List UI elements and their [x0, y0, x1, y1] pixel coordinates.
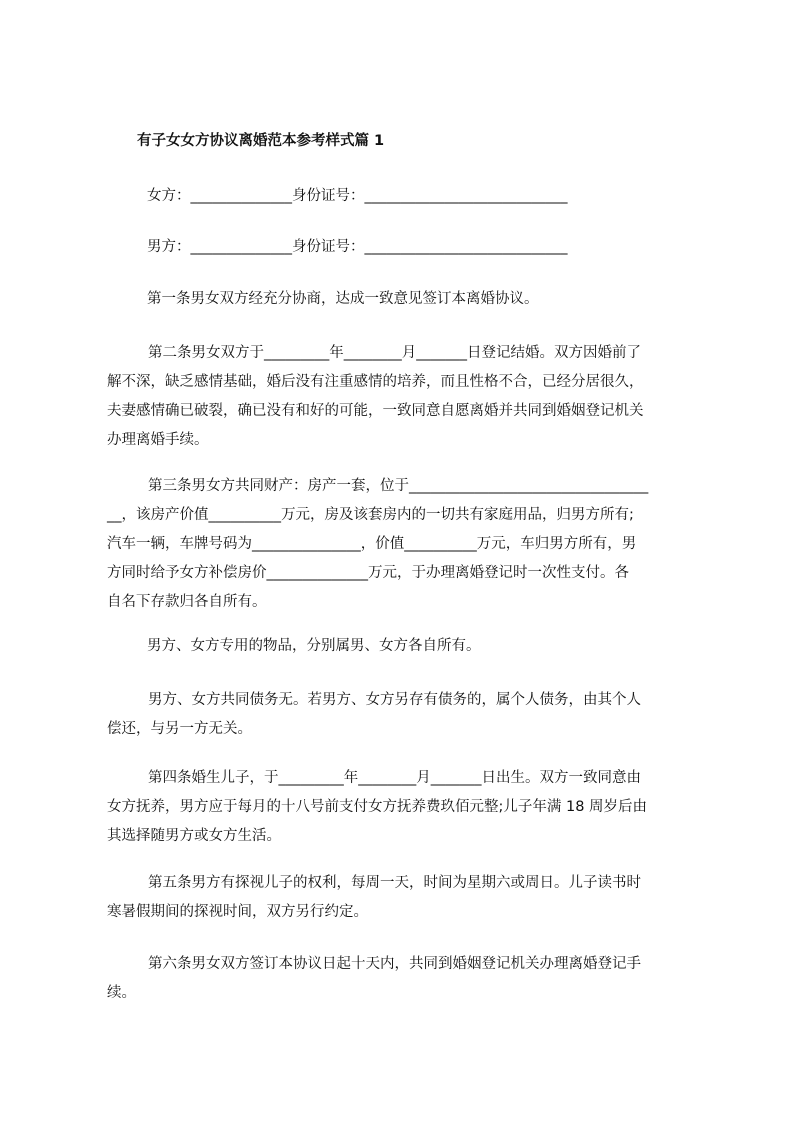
article-4-line-1 [107, 764, 703, 793]
article-6-line-1-text: 第六条男女双方签订本协议日起十天内，共同到婚姻登记机关办理离婚登记手 [148, 956, 641, 972]
article-2-line-1 [107, 339, 703, 368]
article-2-line-4: 办理离婚手续。 [107, 432, 209, 448]
debts-line-1-text: 男方、女方共同债务无。若男方、女方另存有债务的，属个人债务，由其个人 [148, 692, 641, 708]
article-3-line-1 [107, 472, 703, 501]
article-3-line-1-text: 第三条男女方共同财产：房产一套，位于_________________________________ [148, 478, 649, 494]
personal-items-paragraph [107, 632, 703, 661]
article-2-line-3: 夫妻感情确已破裂，确已没有和好的可能，一致同意自愿离婚并共同到婚姻登记机关 [107, 403, 644, 419]
article-3-line-2: __，该房产价值__________万元，房及该套房内的一切共有家庭用品，归男方所有; [107, 507, 634, 523]
article-3-line-5: 自名下存款归各自所有。 [107, 594, 267, 610]
article-5-line-2: 寒暑假期间的探视时间，双方另行约定。 [107, 904, 368, 920]
article-5-paragraph [107, 869, 703, 927]
article-2-line-1-text: 第二条男女双方于_________年________月_______日登记结婚。双方因婚前了 [148, 345, 641, 361]
article-5-line-1-text: 第五条男方有探视儿子的权利，每周一天，时间为星期六或周日。儿子读书时 [148, 875, 641, 891]
article-2-line-2: 解不深，缺乏感情基础，婚后没有注重感情的培养，而且性格不合，已经分居很久， [107, 374, 644, 390]
article-1-paragraph [107, 285, 703, 314]
article-4-line-2: 女方抚养，男方应于每月的十八号前支付女方抚养费玖佰元整;儿子年满 18 周岁后由 [107, 799, 648, 815]
article-6-line-1 [107, 950, 703, 979]
wife-id-text: 女方：______________身份证号：____________________________ [147, 188, 568, 204]
debts-line-2: 偿还，与另一方无关。 [107, 721, 252, 737]
article-4-line-1-text: 第四条婚生儿子，于_________年________月_______日出生。双方一致同意由 [148, 770, 641, 786]
article-3-paragraph [107, 472, 703, 617]
personal-items-text: 男方、女方专用的物品，分别属男、女方各自所有。 [147, 638, 481, 654]
husband-id-line [107, 233, 703, 262]
article-4-line-3: 其选择随男方或女方生活。 [107, 828, 281, 844]
article-5-line-1 [107, 869, 703, 898]
article-6-line-2: 续。 [107, 985, 136, 1001]
article-3-line-3: 汽车一辆，车牌号码为_______________，价值__________万元，车归男方所有，男 [107, 536, 637, 552]
wife-id-line [107, 182, 703, 211]
article-2-paragraph [107, 339, 703, 455]
article-6-paragraph [107, 950, 703, 1008]
article-3-line-4: 方同时给予女方补偿房价______________万元，于办理离婚登记时一次性支付。各 [107, 565, 629, 581]
debts-line-1 [107, 686, 703, 715]
debts-paragraph [107, 686, 703, 744]
article-1-text: 第一条男女双方经充分协商，达成一致意见签订本离婚协议。 [147, 291, 539, 307]
husband-id-text: 男方：______________身份证号：____________________________ [147, 239, 568, 255]
article-4-paragraph [107, 764, 703, 851]
document-title: 有子女女方协议离婚范本参考样式篇 1 [137, 133, 385, 149]
